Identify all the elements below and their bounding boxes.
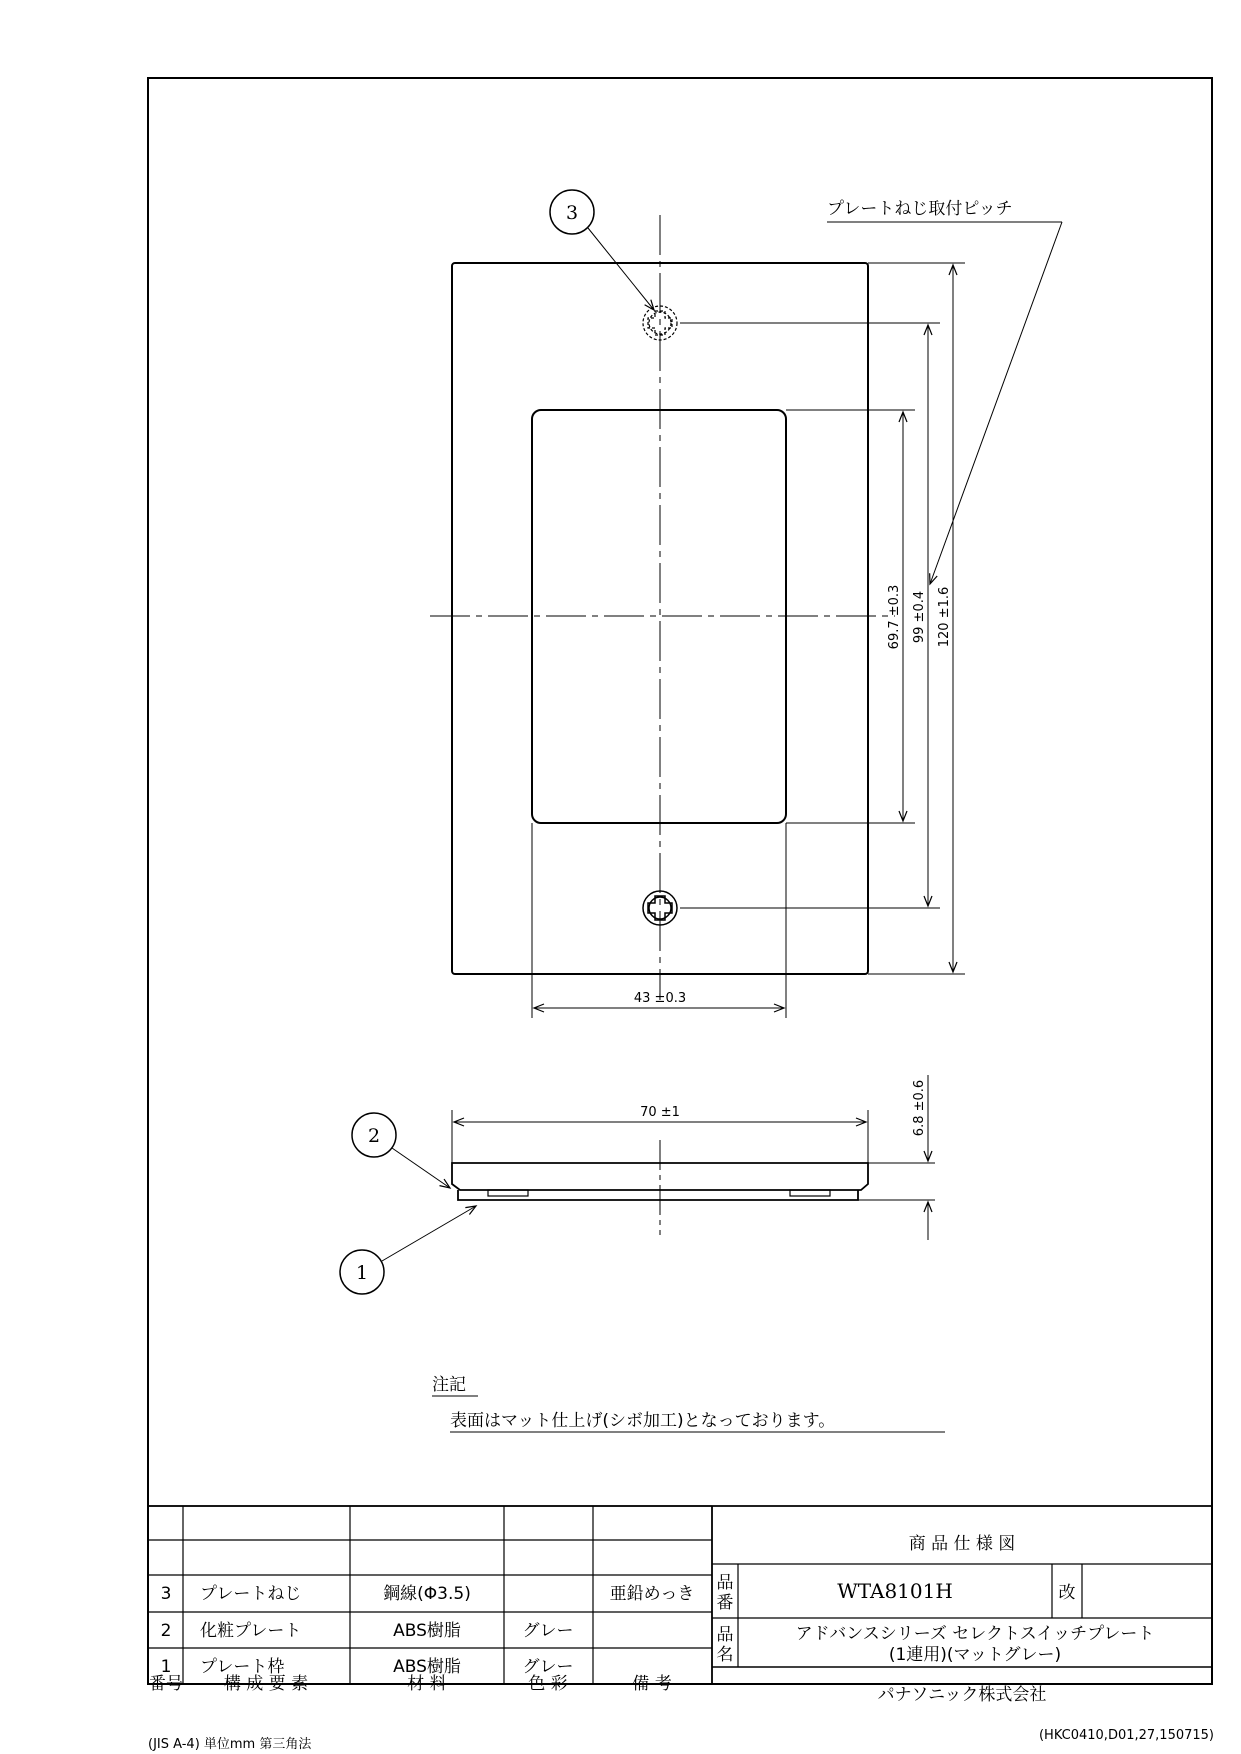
- table-header-material: 材 料: [407, 1674, 447, 1694]
- table-header-no: 番号: [149, 1674, 183, 1694]
- dim-plate-height: 120 ±1.6: [937, 586, 952, 648]
- callout-1-leader: [382, 1206, 476, 1261]
- part-no-label-2: 番: [716, 1593, 734, 1613]
- dim-plate-width: 70 ±1: [640, 1105, 680, 1120]
- part-row-1-material: ABS樹脂: [393, 1657, 461, 1677]
- part-row-2-color: グレー: [522, 1621, 574, 1641]
- dim-inner-width: 43 ±0.3: [633, 991, 687, 1006]
- product-name-line2: (1連用)(マットグレー): [888, 1645, 1062, 1665]
- name-label-2: 名: [716, 1645, 734, 1665]
- note-title: 注記: [432, 1375, 466, 1395]
- side-view: [452, 1140, 868, 1235]
- product-name-line1: アドバンスシリーズ セレクトスイッチプレート: [795, 1624, 1155, 1644]
- front-view: [430, 215, 895, 1000]
- dim-plate-thickness: 6.8 ±0.6: [912, 1079, 927, 1137]
- part-row-2-material: ABS樹脂: [393, 1621, 461, 1641]
- callout-2-number: 2: [367, 1125, 381, 1147]
- footer-right: (HKC0410,D01,27,150715): [1038, 1728, 1214, 1743]
- part-row-3-remarks: 亜鉛めっき: [609, 1584, 695, 1604]
- dim-inner-height: 69.7 ±0.3: [887, 584, 902, 650]
- part-row-1-element: プレート枠: [200, 1657, 285, 1677]
- part-number: WTA8101H: [837, 1579, 953, 1603]
- part-row-2-element: 化粧プレート: [200, 1621, 302, 1641]
- revision-label: 改: [1058, 1583, 1076, 1603]
- table-header-element: 構 成 要 素: [223, 1674, 309, 1694]
- pitch-label: プレートねじ取付ピッチ: [827, 199, 1013, 219]
- part-row-3-material: 鋼線(Φ3.5): [383, 1584, 471, 1604]
- callout-3-leader: [588, 228, 654, 310]
- bottom-screw: [643, 891, 677, 925]
- part-no-label-1: 品: [716, 1573, 734, 1593]
- table-header-remarks: 備 考: [632, 1674, 672, 1694]
- part-row-3-element: プレートねじ: [200, 1584, 302, 1604]
- part-row-1-color: グレー: [522, 1657, 574, 1677]
- company-name: パナソニック株式会社: [877, 1685, 1047, 1705]
- side-extension-lines: [452, 1110, 935, 1200]
- note-text: 表面はマット仕上げ(シボ加工)となっております。: [450, 1411, 836, 1431]
- callout-2-leader: [392, 1148, 450, 1188]
- table-header-color: 色 彩: [528, 1674, 568, 1694]
- drawing-border: [148, 78, 1212, 1684]
- pitch-label-leader: [930, 222, 1062, 584]
- part-row-2-no: 2: [160, 1621, 172, 1641]
- callout-1-number: 1: [355, 1262, 369, 1284]
- dim-screw-pitch: 99 ±0.4: [912, 590, 927, 644]
- footer-left: (JIS A-4) 単位mm 第三角法: [148, 1737, 312, 1752]
- callout-3-number: 3: [565, 202, 579, 224]
- part-row-3-no: 3: [160, 1584, 172, 1604]
- name-label-1: 品: [716, 1625, 734, 1645]
- side-plate-frame: [458, 1190, 858, 1200]
- part-row-1-no: 1: [160, 1657, 172, 1677]
- title-block-title: 商 品 仕 様 図: [908, 1534, 1016, 1554]
